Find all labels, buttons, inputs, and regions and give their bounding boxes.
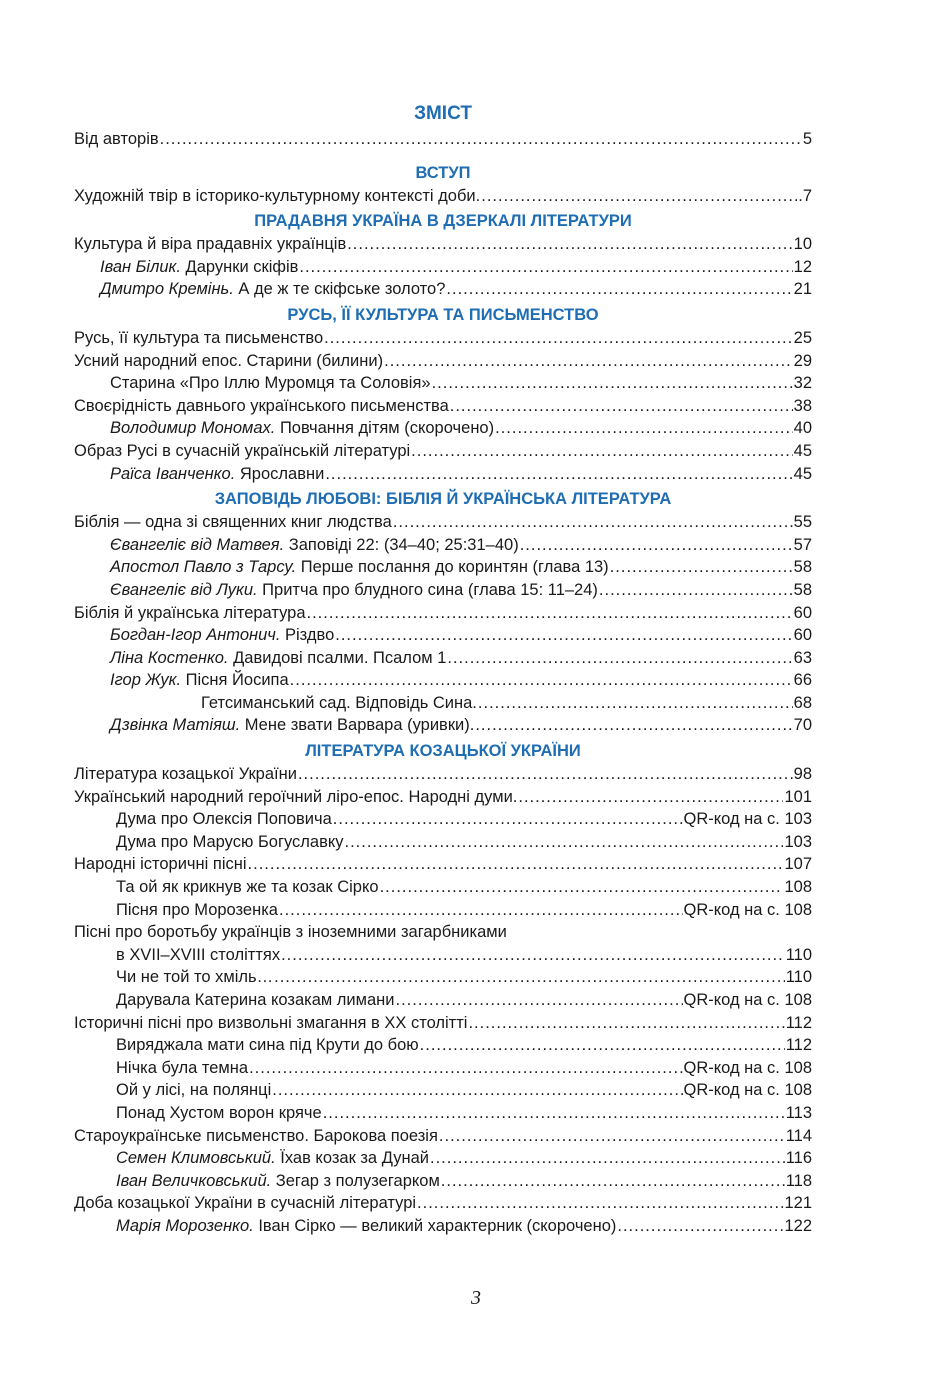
toc-entry[interactable] [74, 853, 812, 876]
entry-title: Усний народний епос. Старини (билини) [74, 351, 384, 370]
toc-entry[interactable] [74, 128, 812, 151]
leader-dots [468, 1012, 784, 1035]
entry-title: Біблія — одна зі священних книг людства [74, 513, 392, 532]
entry-page: 112 [785, 1036, 812, 1055]
entry-page: 58 [793, 558, 812, 577]
toc-entry[interactable] [74, 350, 812, 373]
entry-page: .7 [798, 186, 812, 205]
entry-title: Культура й віра прадавніх українців [74, 235, 347, 254]
toc-entry[interactable] [74, 1057, 812, 1080]
entry-title: Художній твір в історико-культурному контексті доби. [74, 186, 481, 205]
entry-title: Виряджала мати сина під Крути до бою [116, 1036, 419, 1055]
entry-page: 29 [793, 351, 812, 370]
entry-title: Іван Сірко — великий характерник (скорочено) [253, 1216, 617, 1235]
section-heading-intro: ВСТУП [415, 163, 471, 182]
entry-title: Старина «Про Іллю Муромця та Соловія» [110, 374, 431, 393]
toc-entry[interactable] [74, 1215, 812, 1238]
toc-entry[interactable] [74, 989, 812, 1012]
leader-dots [447, 647, 792, 670]
entry-title: Народні історичні пісні [74, 855, 247, 874]
entry-author: Дзвінка Матіяш. [110, 716, 241, 735]
entry-page: 55 [793, 513, 812, 532]
entry-author: Семен Климовський. [116, 1149, 276, 1168]
entry-title: А де ж те скіфське золото? [233, 280, 446, 299]
entry-page: 121 [784, 1194, 812, 1213]
entry-title: Український народний героїчний ліро-епос. Народні думи. [74, 787, 518, 806]
toc-entry[interactable] [74, 669, 812, 692]
entry-author: Володимир Мономах. [110, 419, 276, 438]
leader-dots [610, 556, 793, 579]
leader-dots [380, 876, 784, 899]
entry-title: Різдво [280, 626, 335, 645]
entry-title: Дарунки скіфів [180, 257, 299, 276]
toc-entry[interactable] [74, 440, 812, 463]
entry-page: 45 [793, 464, 812, 483]
entry-title: Гетсиманський сад. Відповідь Сина. [201, 693, 477, 712]
leader-dots [307, 602, 793, 625]
entry-page: 116 [785, 1149, 812, 1168]
leader-dots [281, 944, 785, 967]
entry-title: Староукраїнське письменство. Барокова поезія [74, 1126, 438, 1145]
leader-dots [599, 579, 793, 602]
entry-page: 107 [784, 855, 812, 874]
entry-title: Від авторів [74, 130, 159, 148]
toc-entry[interactable] [74, 1012, 812, 1035]
leader-dots [617, 1215, 783, 1238]
section-heading-cossack-ukraine: ЛІТЕРАТУРА КОЗАЦЬКОЇ УКРАЇНИ [305, 742, 581, 761]
entry-title: Ой у лісі, на полянці [116, 1081, 272, 1100]
toc-entry[interactable] [74, 1170, 812, 1193]
entry-title: Література козацької України [74, 765, 297, 784]
toc-entry[interactable] [74, 1147, 812, 1170]
entry-page: 98 [793, 765, 812, 784]
leader-dots [393, 511, 793, 534]
toc-entry[interactable] [74, 899, 812, 922]
entry-page: QR-код на с. 108 [683, 991, 812, 1009]
entry-page: 10 [793, 235, 812, 254]
section-heading-ancient-ukraine: ПРАДАВНЯ УКРАЇНА В ДЗЕРКАЛІ ЛІТЕРАТУРИ [254, 212, 632, 231]
entry-title: Пісня про Морозенка [116, 900, 278, 919]
entry-title: Зегар з полузегарком [271, 1171, 440, 1190]
entry-page: QR-код на с. 108 [683, 900, 812, 919]
entry-page: 38 [793, 396, 812, 415]
leader-dots [446, 278, 792, 301]
entry-page: 110 [785, 945, 812, 964]
entry-title: Та ой як крикнув же та козак Сірко [116, 878, 379, 897]
toc-entry[interactable] [74, 1125, 812, 1148]
leader-dots [432, 372, 793, 395]
entry-page: 114 [785, 1126, 812, 1145]
toc-entry[interactable] [74, 1034, 812, 1057]
leader-dots [384, 350, 793, 373]
entry-page: 25 [793, 328, 812, 347]
toc-entry[interactable] [74, 602, 812, 625]
entry-page: 110 [785, 968, 812, 987]
entry-page: 66 [793, 671, 812, 690]
entry-page: 108 [784, 878, 812, 897]
toc-entry[interactable] [74, 831, 812, 854]
toc-entry[interactable] [74, 579, 812, 602]
toc-entry[interactable] [74, 256, 812, 279]
leader-dots [417, 1192, 783, 1215]
entry-title: Повчання дітям (скорочено) [275, 419, 495, 438]
leader-dots [450, 395, 793, 418]
entry-author: Апостол Павло з Тарсу. [110, 558, 297, 577]
entry-title: Своєрідність давнього українського письменства [74, 396, 449, 415]
entry-page: 58 [793, 580, 812, 599]
leader-dots [160, 128, 802, 151]
entry-page: 103 [784, 832, 812, 851]
toc-entry-line: Пісні про боротьбу українців з іноземними загарбниками [74, 923, 507, 942]
leader-dots [475, 714, 792, 737]
leader-dots [430, 1147, 785, 1170]
entry-title: Дарувала Катерина козакам лимани [116, 991, 395, 1009]
toc-entry[interactable] [74, 786, 812, 809]
table-of-contents [74, 100, 812, 1238]
toc-entry[interactable] [74, 534, 812, 557]
entry-title: Біблія й українська література [74, 603, 306, 622]
entry-title: Пісня Йосипа [181, 671, 289, 690]
entry-title: Русь, її культура та письменство [74, 328, 324, 347]
leader-dots [441, 1170, 785, 1193]
entry-page: 113 [785, 1103, 812, 1122]
toc-entry[interactable] [74, 944, 812, 967]
entry-author: Раїса Іванченко. [110, 464, 236, 483]
entry-author: Дмитро Кремінь. [100, 280, 234, 299]
entry-page: 122 [784, 1216, 812, 1235]
entry-page: 32 [793, 374, 812, 393]
section-heading-rus: РУСЬ, ЇЇ КУЛЬТУРА ТА ПИСЬМЕНСТВО [287, 305, 599, 324]
entry-page: 112 [785, 1013, 812, 1032]
entry-title: Понад Хустом ворон кряче [116, 1103, 322, 1122]
entry-page: QR-код на с. 108 [683, 1058, 812, 1077]
leader-dots [396, 989, 683, 1012]
section-heading-bible: ЗАПОВІДЬ ЛЮБОВІ: БІБЛІЯ Й УКРАЇНСЬКА ЛІТЕРАТУРА [214, 490, 672, 509]
toc-entry[interactable] [74, 692, 812, 715]
entry-author: Марія Морозенко. [116, 1216, 254, 1235]
leader-dots [520, 534, 793, 557]
leader-dots [411, 440, 792, 463]
entry-page: 63 [793, 648, 812, 667]
leader-dots [274, 966, 785, 989]
entry-page: 68 [793, 693, 812, 712]
toc-entry[interactable] [74, 463, 812, 486]
page-number: 3 [471, 1287, 481, 1309]
leader-dots [439, 1125, 785, 1148]
entry-title: Перше послання до коринтян (глава 13) [296, 558, 609, 577]
toc-entry[interactable] [74, 395, 812, 418]
entry-author: Ігор Жук. [110, 671, 182, 690]
entry-page: 12 [793, 257, 812, 276]
leader-dots [478, 692, 793, 715]
entry-author: Ліна Костенко. [110, 648, 229, 667]
entry-page: QR-код на с. 108 [683, 1081, 812, 1100]
leader-dots [518, 786, 783, 809]
entry-page: 60 [793, 603, 812, 622]
leader-dots [333, 808, 683, 831]
entry-title: в XVII–XVIII століттях [116, 945, 281, 964]
toc-entry[interactable] [74, 185, 812, 208]
entry-page: 118 [785, 1171, 812, 1190]
entry-title: Давидові псалми. Псалом 1 [228, 648, 447, 667]
entry-page: 101 [784, 787, 812, 806]
leader-dots [249, 1057, 682, 1080]
leader-dots [298, 763, 793, 786]
toc-entry[interactable] [74, 808, 812, 831]
leader-dots [299, 256, 792, 279]
toc-entry[interactable] [74, 763, 812, 786]
entry-title: Заповіді 22: (34–40; 25:31–40) [284, 535, 519, 554]
toc-title: ЗМІСТ [414, 103, 472, 124]
entry-author: Богдан-Ігор Антонич. [110, 626, 281, 645]
entry-author: Іван Величковський. [116, 1171, 272, 1190]
entry-page: 57 [793, 535, 812, 554]
toc-entry[interactable] [74, 556, 812, 579]
toc-entry[interactable] [74, 233, 812, 256]
entry-page: 21 [793, 280, 812, 299]
entry-author: Євангеліє від Матвея. [110, 535, 285, 554]
toc-entry[interactable] [74, 966, 812, 989]
toc-entry[interactable] [74, 327, 812, 350]
leader-dots [279, 899, 683, 922]
entry-page: 60 [793, 626, 812, 645]
leader-dots [324, 327, 793, 350]
toc-entry[interactable] [74, 714, 812, 737]
entry-page: QR-код на с. 103 [683, 810, 812, 829]
entry-page: 70 [793, 716, 812, 735]
entry-title: Їхав козак за Дунай [275, 1149, 429, 1168]
leader-dots [420, 1034, 785, 1057]
leader-dots [335, 624, 792, 647]
leader-dots [323, 1102, 785, 1125]
entry-title: Доба козацької України в сучасній літературі [74, 1194, 417, 1213]
entry-page: 40 [793, 419, 812, 438]
entry-title: Ярославни [235, 464, 325, 483]
leader-dots [495, 417, 793, 440]
entry-title: Дума про Олексія Поповича [116, 810, 332, 829]
toc-entry[interactable] [74, 624, 812, 647]
entry-title: Притча про блудного сина (глава 15: 11–24) [257, 580, 598, 599]
toc-entry[interactable] [74, 1102, 812, 1125]
leader-dots [272, 1079, 682, 1102]
toc-entry[interactable] [74, 647, 812, 670]
toc-entry[interactable] [74, 511, 812, 534]
toc-entry[interactable] [74, 417, 812, 440]
entry-page: 5 [802, 130, 812, 148]
leader-dots [290, 669, 793, 692]
leader-dots [347, 233, 792, 256]
entry-title: Дума про Марусю Богуславку [116, 832, 344, 851]
toc-entry[interactable] [74, 372, 812, 395]
entry-title: Історичні пісні про визвольні змагання в ХХ столітті [74, 1013, 468, 1032]
entry-author: Євангеліє від Луки. [110, 580, 258, 599]
entry-page: 45 [793, 441, 812, 460]
entry-title: Нічка була темна [116, 1058, 249, 1077]
entry-title: Чи не той то хміль… [116, 968, 274, 987]
toc-entry[interactable] [74, 1079, 812, 1102]
toc-entry[interactable] [74, 1192, 812, 1215]
leader-dots [345, 831, 784, 854]
entry-title: Образ Русі в сучасній українській літературі [74, 441, 411, 460]
leader-dots [481, 185, 797, 208]
entry-title: Мене звати Варвара (уривки). [240, 716, 475, 735]
entry-author: Іван Білик. [100, 257, 181, 276]
toc-entry[interactable] [74, 876, 812, 899]
toc-entry[interactable] [74, 278, 812, 301]
leader-dots [248, 853, 784, 876]
leader-dots [325, 463, 792, 486]
